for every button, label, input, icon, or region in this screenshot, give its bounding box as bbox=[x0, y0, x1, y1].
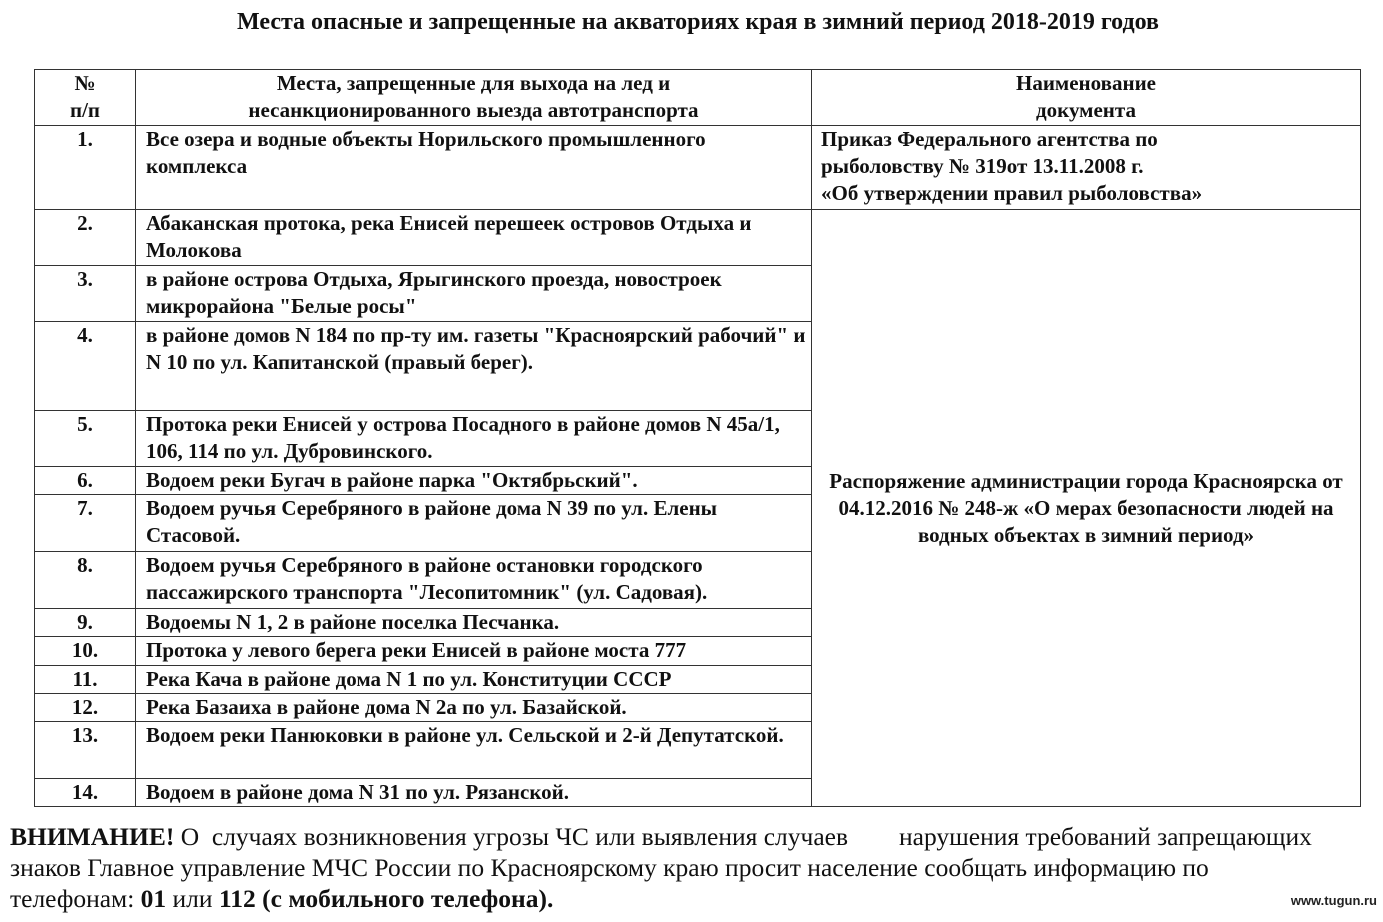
header-document-line2: документа bbox=[1036, 98, 1136, 122]
row-place: в районе домов N 184 по пр-ту им. газеты "Красноярский рабочий" и N 10 по ул. Капитанской (правый берег). bbox=[136, 322, 812, 411]
row-number: 8. bbox=[35, 552, 136, 609]
row-place: Протока реки Енисей у острова Посадного в районе домов N 45а/1, 106, 114 по ул. Дубровинского. bbox=[136, 411, 812, 467]
header-number-line1: № bbox=[74, 71, 96, 95]
row-place: Водоем ручья Серебряного в районе остановки городского пассажирского транспорта "Лесопитомник" (ул. Садовая). bbox=[136, 552, 812, 609]
row-place: Водоем в районе дома N 31 по ул. Рязанской. bbox=[136, 779, 812, 807]
row-place: Водоемы N 1, 2 в районе поселка Песчанка. bbox=[136, 609, 812, 637]
row-number: 1. bbox=[35, 126, 136, 210]
row-number: 9. bbox=[35, 609, 136, 637]
phone-number-112: 112 (с мобильного телефона). bbox=[218, 884, 554, 913]
row-place: Протока у левого берега реки Енисей в районе моста 777 bbox=[136, 637, 812, 666]
row-place: Водоем реки Панюковки в районе ул. Сельской и 2-й Депутатской. bbox=[136, 722, 812, 779]
header-places-line2: несанкционированного выезда автотранспорта bbox=[248, 98, 699, 122]
document-city-order: Распоряжение администрации города Красноярска от 04.12.2016 № 248-ж «О мерах безопасности людей на водных объектах в зимний период» bbox=[812, 210, 1361, 807]
row-number: 6. bbox=[35, 467, 136, 495]
row-place: Водоем ручья Серебряного в районе дома N 39 по ул. Елены Стасовой. bbox=[136, 495, 812, 552]
restricted-places-table bbox=[34, 69, 1361, 807]
row-number: 12. bbox=[35, 694, 136, 722]
warning-text: О случаях возникновения угрозы ЧС или выявления случаев нарушения требований запрещающих знаков Главное управление МЧС России по Красноярскому краю просит население сообщать информацию по телефонам: bbox=[10, 822, 1319, 913]
row-number: 5. bbox=[35, 411, 136, 467]
header-number-line2: п/п bbox=[69, 98, 101, 122]
table-row bbox=[35, 210, 1361, 266]
row-number: 11. bbox=[35, 666, 136, 694]
header-places-line1: Места, запрещенные для выхода на лед и bbox=[276, 71, 671, 95]
row-number: 4. bbox=[35, 322, 136, 411]
site-watermark: www.tugun.ru bbox=[1290, 893, 1377, 908]
row-place: Водоем реки Бугач в районе парка "Октябрьский". bbox=[136, 467, 812, 495]
page-title: Места опасные и запрещенные на акваториях края в зимний период 2018-2019 годов bbox=[237, 9, 1159, 35]
document-fishing-rules-line2: рыболовству № 319от 13.11.2008 г. bbox=[821, 154, 1144, 178]
row-number: 7. bbox=[35, 495, 136, 552]
row-number: 2. bbox=[35, 210, 136, 266]
row-place: Абаканская протока, река Енисей перешеек островов Отдыха и Молокова bbox=[136, 210, 812, 266]
row-place: Все озера и водные объекты Норильского промышленного комплекса bbox=[136, 126, 812, 210]
warning-label: ВНИМАНИЕ! bbox=[10, 822, 175, 851]
row-place: в районе острова Отдыха, Ярыгинского проезда, новостроек микрорайона "Белые росы" bbox=[136, 266, 812, 322]
header-number bbox=[35, 70, 136, 126]
table-header-row bbox=[35, 70, 1361, 126]
header-document-line1: Наименование bbox=[1016, 71, 1156, 95]
header-document bbox=[812, 70, 1361, 126]
phone-number-01: 01 bbox=[140, 884, 167, 913]
row-number: 13. bbox=[35, 722, 136, 779]
warning-notice bbox=[10, 821, 1330, 914]
document-fishing-rules-line3: «Об утверждении правил рыболовства» bbox=[821, 181, 1203, 205]
document-fishing-rules bbox=[812, 126, 1361, 210]
table-row bbox=[35, 126, 1361, 210]
row-place: Река Кача в районе дома N 1 по ул. Конституции СССР bbox=[136, 666, 812, 694]
row-number: 14. bbox=[35, 779, 136, 807]
document-fishing-rules-line1: Приказ Федерального агентства по bbox=[821, 127, 1158, 151]
row-place: Река Базаиха в районе дома N 2а по ул. Базайской. bbox=[136, 694, 812, 722]
row-number: 10. bbox=[35, 637, 136, 666]
row-number: 3. bbox=[35, 266, 136, 322]
warning-or: или bbox=[166, 884, 219, 913]
header-places bbox=[136, 70, 812, 126]
